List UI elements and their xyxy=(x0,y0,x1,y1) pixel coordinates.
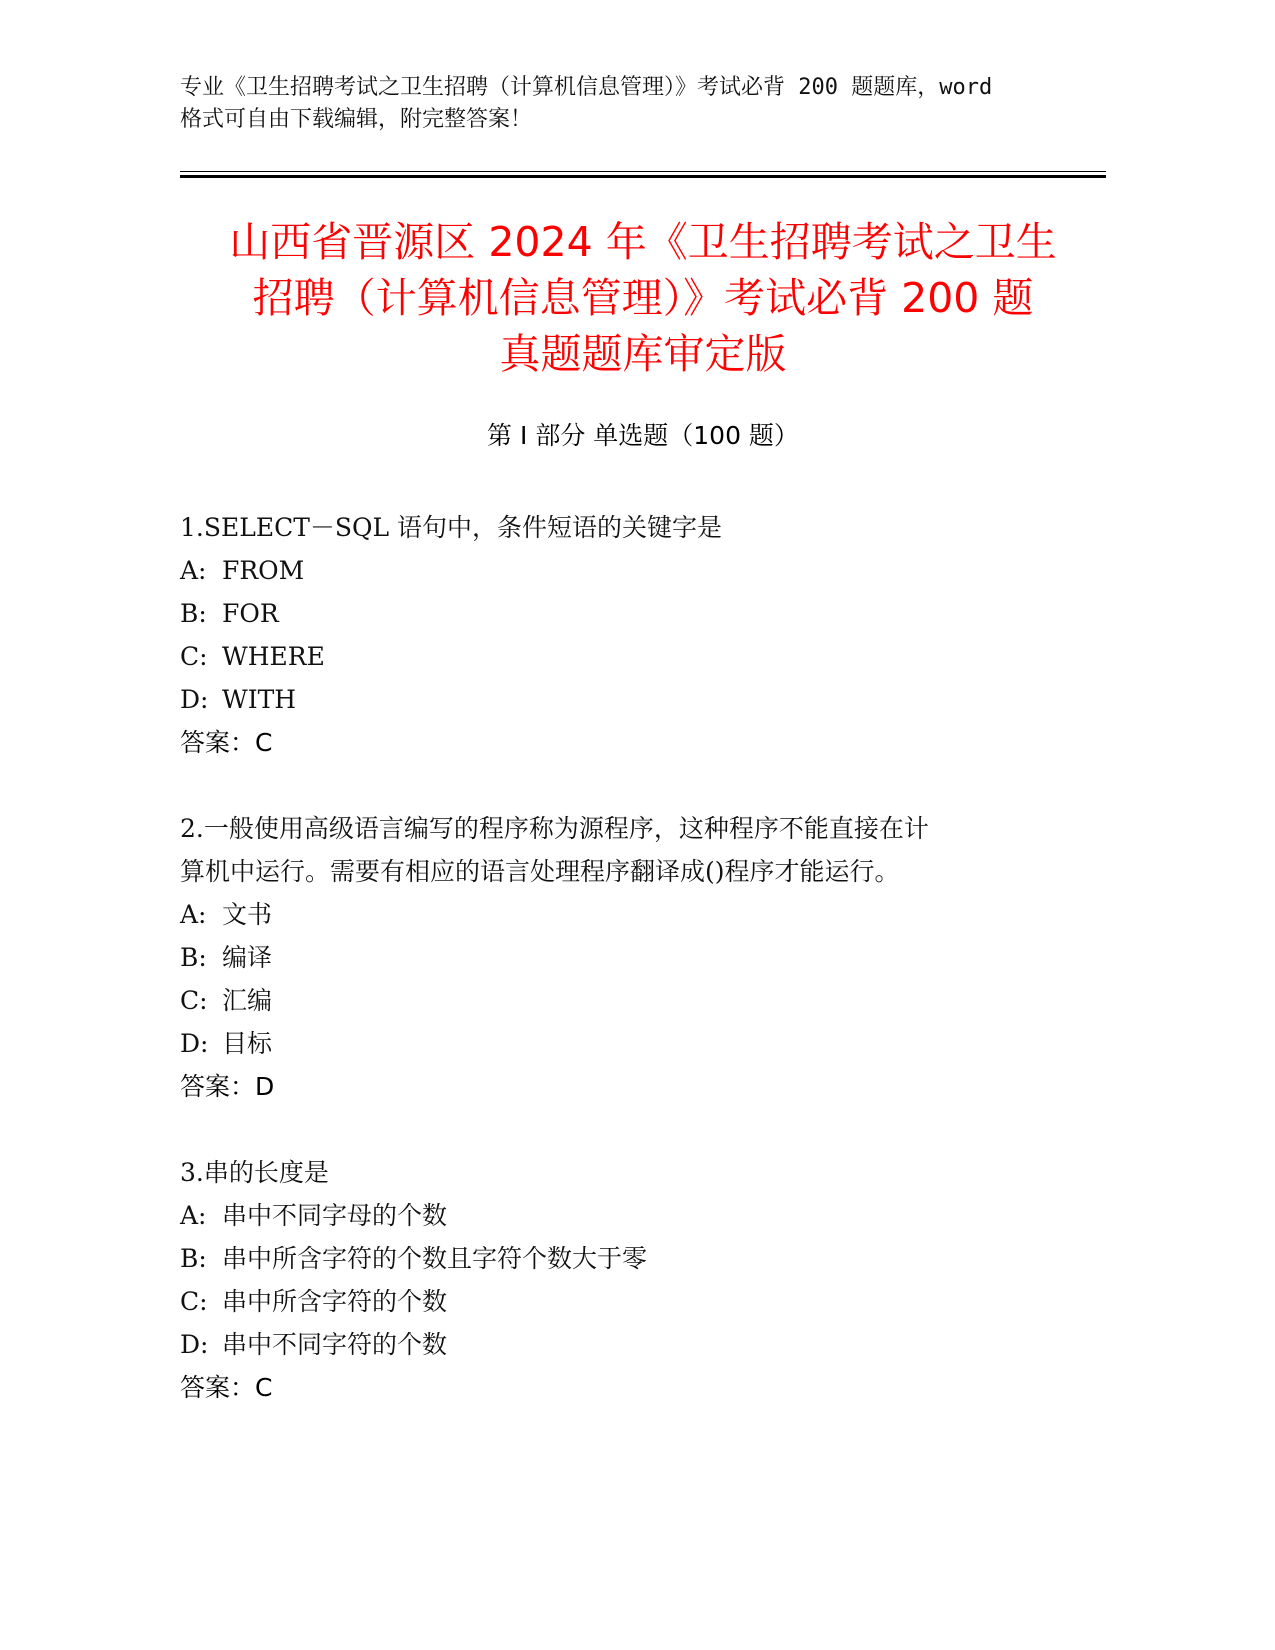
option-key: B: xyxy=(180,599,207,628)
option-key: B: xyxy=(180,943,207,972)
option-b xyxy=(180,1237,1060,1280)
section-heading: 第 I 部分 单选题（100 题） xyxy=(487,421,799,450)
option-a xyxy=(180,893,1060,936)
option-key: C: xyxy=(180,1287,208,1316)
option-a xyxy=(180,1194,1060,1237)
option-c xyxy=(180,635,1060,678)
option-text: 目标 xyxy=(222,1029,273,1058)
option-key: D: xyxy=(180,1029,209,1058)
document-title-line-2: 招聘（计算机信息管理）》考试必背 200 题 xyxy=(252,274,1034,322)
option-a xyxy=(180,549,1060,592)
header-divider-thin xyxy=(180,171,1106,172)
option-text: 串中所含字符的个数且字符个数大于零 xyxy=(222,1244,648,1273)
option-text: FOR xyxy=(222,599,279,628)
document-title-line-1: 山西省晋源区 2024 年《卫生招聘考试之卫生 xyxy=(229,218,1057,266)
option-text: 串中不同字母的个数 xyxy=(222,1201,448,1230)
header-divider-thick xyxy=(180,175,1106,178)
answer: 答案：C xyxy=(180,1373,273,1402)
option-key: D: xyxy=(180,1330,209,1359)
document-title-line-3: 真题题库审定版 xyxy=(499,330,787,378)
question-text: 3.串的长度是 xyxy=(180,1158,329,1187)
option-d xyxy=(180,1323,1060,1366)
question-text: 2.一般使用高级语言编写的程序称为源程序，这种程序不能直接在计 xyxy=(180,814,929,843)
question-text-continued: 算机中运行。需要有相应的语言处理程序翻译成()程序才能运行。 xyxy=(180,857,900,886)
document-title xyxy=(160,214,1126,382)
question-2 xyxy=(180,807,1060,1108)
option-key: A: xyxy=(180,900,207,929)
option-b xyxy=(180,592,1060,635)
option-text: WHERE xyxy=(222,642,325,671)
option-text: 串中所含字符的个数 xyxy=(222,1287,448,1316)
option-text: FROM xyxy=(222,556,305,585)
header-note-line-1: 专业《卫生招聘考试之卫生招聘（计算机信息管理）》考试必背 200 题题库，word xyxy=(180,75,993,100)
question-1 xyxy=(180,506,1060,764)
question-list xyxy=(180,506,1060,1452)
option-b xyxy=(180,936,1060,979)
option-key: A: xyxy=(180,1201,207,1230)
question-3 xyxy=(180,1151,1060,1409)
option-key: D: xyxy=(180,685,209,714)
option-c xyxy=(180,1280,1060,1323)
answer: 答案：C xyxy=(180,728,273,757)
option-text: 串中不同字符的个数 xyxy=(222,1330,448,1359)
question-text: 1.SELECT－SQL 语句中，条件短语的关键字是 xyxy=(180,513,723,542)
option-text: 汇编 xyxy=(222,986,273,1015)
option-c xyxy=(180,979,1060,1022)
option-text: 文书 xyxy=(222,900,273,929)
option-text: WITH xyxy=(222,685,297,714)
option-key: B: xyxy=(180,1244,207,1273)
option-d xyxy=(180,1022,1060,1065)
header-note xyxy=(180,72,1060,136)
option-d xyxy=(180,678,1060,721)
option-text: 编译 xyxy=(222,943,273,972)
answer: 答案：D xyxy=(180,1072,275,1101)
header-note-line-2: 格式可自由下载编辑，附完整答案！ xyxy=(180,107,533,132)
option-key: C: xyxy=(180,642,208,671)
option-key: A: xyxy=(180,556,207,585)
option-key: C: xyxy=(180,986,208,1015)
